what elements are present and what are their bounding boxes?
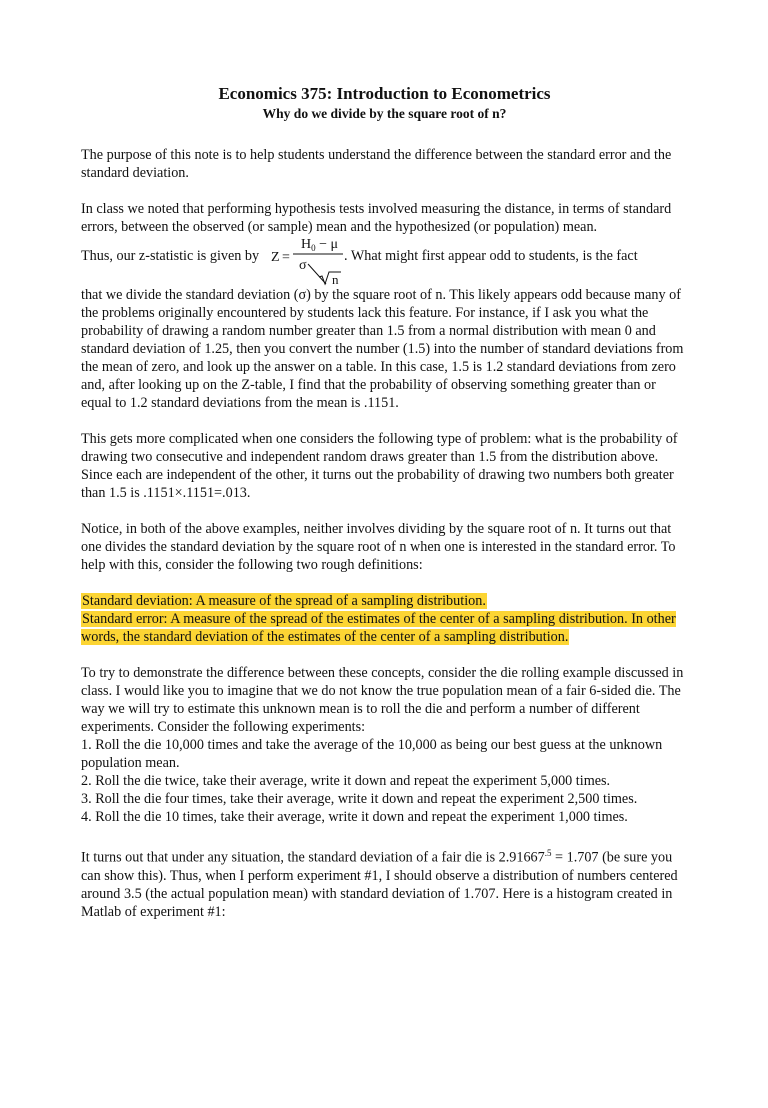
list-item-experiment-4: 4. Roll the die 10 times, take their average, write it down and repeat the experiment 1,000 times. <box>81 809 628 825</box>
z-statistic-formula <box>271 232 345 286</box>
list-item-experiment-3: 3. Roll the die four times, take their average, write it down and repeat the experiment 2,500 times. <box>81 791 638 807</box>
turns-out-exponent: .5 <box>544 848 552 858</box>
paragraph-demonstrate: To try to demonstrate the difference between these concepts, consider the die rolling example discussed in class. I would like you to imagine that we do not know the true population mean of a fair 6-sided die. The way we will try to estimate this unknown mean is to roll the die and perform a number of different experiments. Consider the following experiments: <box>81 665 684 735</box>
turns-out-suffix: = 1.707 (be sure you can show this). Thus, when I perform experiment #1, I should observe a distribution of numbers centered around 3.5 (the actual population mean) with standard deviation of 1.707. Here is a histogram created in Matlab of experiment #1: <box>81 849 678 920</box>
definition-standard-error: Standard error: A measure of the spread of the estimates of the center of a sampling distribution. In other words, the standard deviation of the estimates of the center of a sampling distribution. <box>81 611 676 645</box>
z-statistic-prefix: Thus, our z-statistic is given by <box>81 248 260 264</box>
z-statistic-suffix: . What might first appear odd to students, is the fact <box>344 248 638 264</box>
document-title: Economics 375: Introduction to Econometrics <box>218 84 551 103</box>
division-slash <box>308 264 326 284</box>
list-item-experiment-2: 2. Roll the die twice, take their average, write it down and repeat the experiment 5,000 times. <box>81 773 611 789</box>
definitions-block <box>81 592 688 646</box>
formula-n: n <box>332 272 339 286</box>
turns-out-prefix: It turns out that under any situation, the standard deviation of a fair die is 2.91667 <box>81 849 545 866</box>
definition-standard-deviation: Standard deviation: A measure of the spread of a sampling distribution. <box>82 593 486 609</box>
paragraph-complicated: This gets more complicated when one considers the following type of problem: what is the probability of drawing two consecutive and independent random draws greater than 1.5 from the distribution above. Since each are independent of the other, it turns out the probability of drawing two numbers both greater than 1.5 is .1151×.1151=.013. <box>81 431 678 501</box>
document-subtitle: Why do we divide by the square root of n? <box>262 106 507 121</box>
formula-numerator: $H_0 - \mu$ <box>301 237 339 253</box>
list-item-experiment-1: 1. Roll the die 10,000 times and take the average of the 10,000 as being our best guess at the unknown population mean. <box>81 737 663 771</box>
paragraph-turns-out <box>81 844 688 921</box>
paragraph-purpose: The purpose of this note is to help students understand the difference between the standard error and the standard deviation. <box>81 147 672 181</box>
document-page <box>0 84 768 1108</box>
paragraph-notice: Notice, in both of the above examples, neither involves dividing by the square root of n. It turns out that one divides the standard deviation by the square root of n when one is interested in the standard error. To help with this, consider the following two rough definitions: <box>81 521 676 573</box>
paragraph-class-noted: In class we noted that performing hypothesis tests involved measuring the distance, in terms of standard errors, between the observed (or sample) mean and the hypothesized (or population) mean. <box>81 201 672 235</box>
z-statistic-line <box>81 236 688 286</box>
formula-equals: = <box>282 250 290 265</box>
formula-lhs: Z <box>271 250 280 265</box>
formula-sigma: σ <box>299 258 307 273</box>
paragraph-divide-sd: that we divide the standard deviation (σ) by the square root of n. This likely appears odd because many of the problems originally encountered by students lack this feature. For instance, if I ask you what the probability of drawing a random number greater than 1.5 from a normal distribution with mean 0 and standard deviation of 1.25, then you convert the number (1.5) into the number of standard deviations from the mean of zero, and look up the answer on a table. In this case, 1.5 is 1.2 standard deviations from zero and, after looking up on the Z-table, I find that the probability of observing something greater than or equal to 1.2 standard deviations from the mean is .1151. <box>81 287 684 411</box>
